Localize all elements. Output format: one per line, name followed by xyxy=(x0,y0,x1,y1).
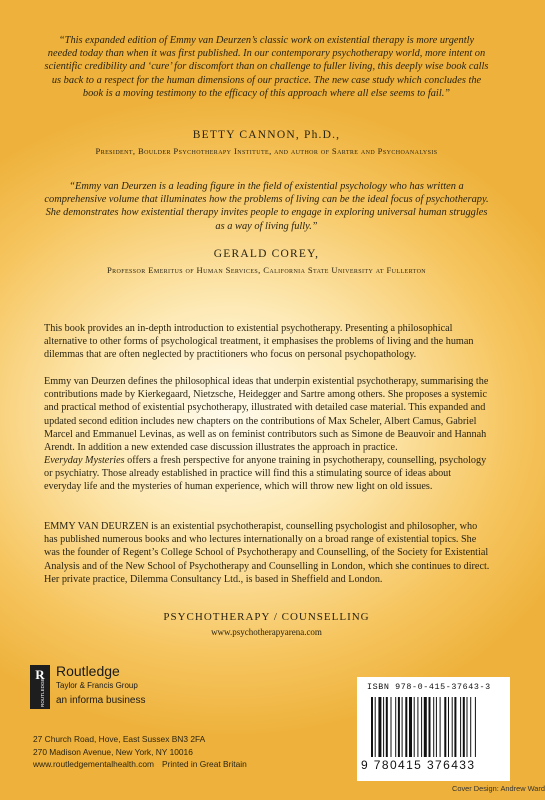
endorser-name-corey: GERALD COREY, xyxy=(213,248,320,260)
mark-vertical-text: ROUTLEDGE xyxy=(40,678,45,707)
publisher-name: Routledge xyxy=(56,663,120,679)
publisher-address xyxy=(33,733,333,771)
description-paragraph-3-text: offers a fresh perspective for anyone training in psychotherapy, counselling, psychology or psychiatry. Those already established in practice will find this a stimulating source of ideas about everyday life and the mysteries of human experience, which will throw new light on old issues. xyxy=(44,455,487,493)
isbn-digits: 9 780415 376433 xyxy=(361,758,476,772)
publisher-group: Taylor & Francis Group xyxy=(56,681,138,690)
endorser-role-cannon: President, Boulder Psychotherapy Institute, and author of Sartre and Psychoanalysis xyxy=(95,146,438,156)
author-bio: EMMY VAN DEURZEN is an existential psychotherapist, counselling psychologist and philosopher, who has published numerous books and who lectures internationally on a broad range of existential topics. She was the founder of Regent’s College School of Psychotherapy and Counselling, of the Society for Existential Analysis and of the New School of Psychotherapy and Counselling in London, which she continues to direct. Her private practice, Dilemma Consultancy Ltd., is based in Sheffield and London. xyxy=(44,521,490,585)
address-line-2: 270 Madison Avenue, New York, NY 10016 xyxy=(33,746,193,757)
endorsement-quote-cannon: “This expanded edition of Emmy van Deurzen’s classic work on existential therapy is more urgently needed today than when it was first published. In our contemporary psychotherapy world, more intent on scientific credibility and ‘cure’ for discomfort than on challenge to fuller living, this deeply wise book calls us back to a respect for the human dimensions of our practice. The new case study which concludes the book is a moving testimony to the efficacy of this approach where all else seems to fail.” xyxy=(44,35,489,99)
publisher-logo xyxy=(30,663,200,713)
address-website: www.routledgementalhealth.com xyxy=(33,759,155,770)
publisher-informa: an informa business xyxy=(56,695,146,706)
website-url: www.psychotherapyarena.com xyxy=(211,627,322,637)
description-paragraph-2: Emmy van Deurzen defines the philosophical ideas that underpin existential psychotherapy, summarising the contributions made by Kierkegaard, Nietzsche, Heidegger and Sartre among others. She proposes a systemic and practical method of existential psychotherapy, illustrated with detailed case material. This expanded and updated second edition includes new chapters on the contributions of Max Scheler, Albert Camus, Gabriel Marcel and Emmanuel Levinas, as well as on feminist contributors such as Simone de Beauvoir and Hannah Arendt. In addition a new extended case discussion illustrates the approach in practice. xyxy=(44,376,489,454)
address-line-1: 27 Church Road, Hove, East Sussex BN3 2FA xyxy=(33,734,206,744)
description-paragraph-1: This book provides an in-depth introduction to existential psychotherapy. Presenting a philosophical alternative to other forms of psychological treatment, it emphasises the problems of living and the human dilemmas that are often neglected by practitioners who focus on personal psychopathology. xyxy=(44,323,474,361)
isbn-barcode xyxy=(357,677,510,781)
printed-in: Printed in Great Britain xyxy=(162,759,247,770)
book-title-inline: Everyday Mysteries xyxy=(44,455,125,466)
endorser-role-corey: Professor Emeritus of Human Services, California State University at Fullerton xyxy=(106,265,427,275)
mark-letter: R xyxy=(35,667,45,682)
category-label: PSYCHOTHERAPY / COUNSELLING xyxy=(163,611,370,623)
endorser-name-cannon: BETTY CANNON, Ph.D., xyxy=(192,129,341,141)
endorsement-quote-corey: “Emmy van Deurzen is a leading figure in the field of existential psychology who has written a comprehensive volume that illuminates how the problems of living can be the ideal focus of psychotherapy. She demonstrates how existential therapy invites people to engage in exploring universal human struggles as a way of living fully.” xyxy=(44,181,489,232)
isbn-label: ISBN 978-0-415-37643-3 xyxy=(367,682,491,692)
cover-design-credit: Cover Design: Andrew Ward xyxy=(452,784,545,793)
barcode-bars-icon xyxy=(371,697,503,757)
description-paragraph-3 xyxy=(44,454,490,494)
routledge-mark-icon xyxy=(30,665,50,709)
